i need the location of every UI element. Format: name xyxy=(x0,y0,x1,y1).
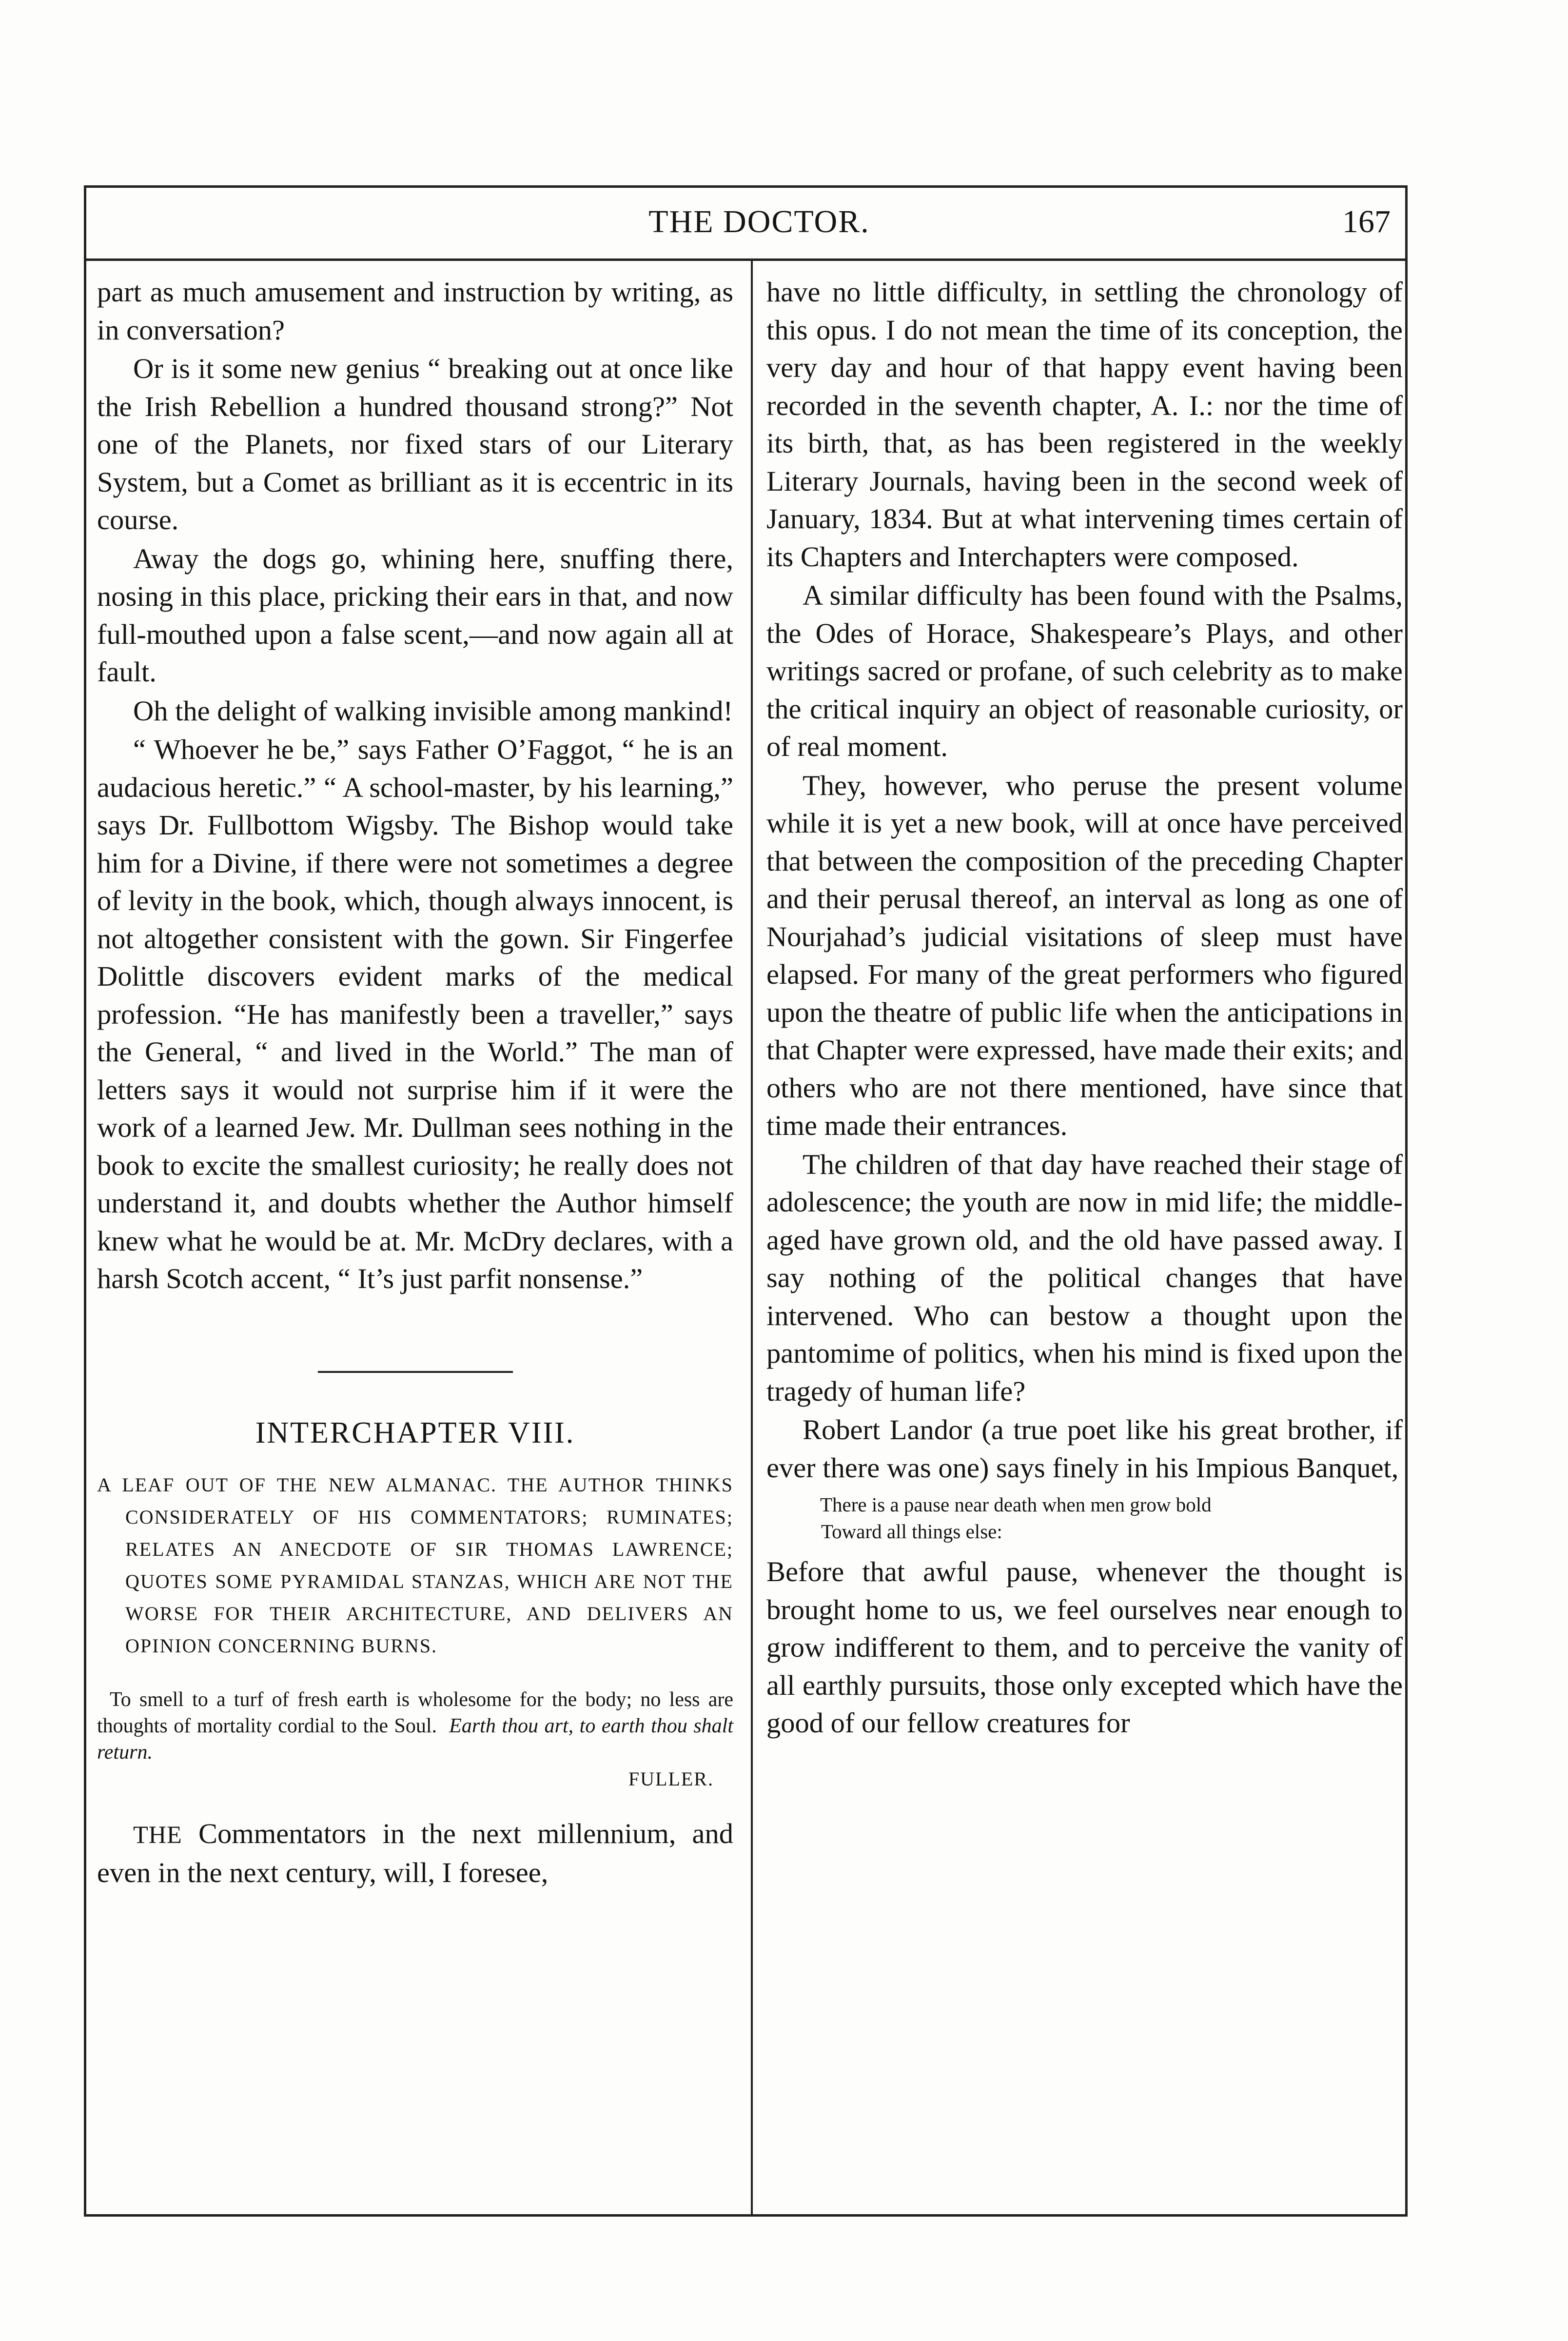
epigraph-attribution: FULLER. xyxy=(628,1767,714,1790)
verse-line: Toward all things else: xyxy=(821,1520,1002,1543)
paragraph: Or is it some new genius “ breaking out at once like the Irish Rebellion a hundred thousand strong?” Not one of the Planets, nor fixed stars of our Literary System, but a Comet as brilliant as it is eccentric in its course. xyxy=(97,353,733,536)
paragraph: part as much amusement and instruction by writing, as in conversation? xyxy=(97,276,733,346)
paragraph: Before that awful pause, whenever the thought is brought home to us, we feel ourselves near enough to grow indifferent to them, and to perceive the vanity of all earthly pursuits, those only excepted which have the good of our fellow creatures for xyxy=(766,1556,1403,1739)
opening-lead: THE xyxy=(133,1821,182,1848)
paragraph: “ Whoever he be,” says Father O’Faggot, “ he is an audacious heretic.” “ A school-master, by his learning,” says Dr. Fullbottom Wigsby. The Bishop would take him for a Divine, if there were not sometimes a degree of levity in the book, which, though always innocent, is not altogether consistent with the gown. Sir Fingerfee Dolittle discovers evident marks of the medical profession. “He has manifestly been a traveller,” says the General, “ and lived in the World.” The man of letters says it would not surprise him if it were the work of a learned Jew. Mr. Dullman sees nothing in the book to excite the smallest curiosity; he really does not understand it, and doubts whether the Author himself knew what he would be at. Mr. McDry declares, with a harsh Scotch accent, “ It’s just parfit nonsense.” xyxy=(97,734,733,1294)
paragraph: Away the dogs go, whining here, snuffing there, nosing in this place, pricking their ears in that, and now full-mouthed upon a false scent,—and now again all at fault. xyxy=(97,542,733,688)
left-column xyxy=(97,273,733,1893)
running-title: THE DOCTOR. xyxy=(648,204,870,239)
page-frame xyxy=(84,185,1408,2217)
paragraph: Robert Landor (a true poet like his great brother, if ever there was one) says finely in his Impious Banquet, xyxy=(766,1414,1403,1484)
verse-line: There is a pause near death when men grow bold xyxy=(820,1493,1212,1516)
verse-quote xyxy=(820,1491,1403,1545)
header-rule xyxy=(86,258,1405,261)
epigraph xyxy=(97,1686,733,1766)
section-divider xyxy=(318,1371,513,1373)
paragraph: have no little difficulty, in settling the chronology of this opus. I do not mean the time of its conception, the very day and hour of that happy event having been recorded in the seventh chapter, A. I.: nor the time of its birth, that, as has been registered in the weekly Literary Journals, having been in the second week of January, 1834. But at what intervening times certain of its Chapters and Interchapters were composed. xyxy=(766,276,1403,573)
opening-paragraph xyxy=(97,1815,733,1892)
opening-rest: Commentators in the next millennium, and even in the next century, will, I foresee, xyxy=(97,1817,733,1888)
epigraph-text: To smell to a turf of fresh earth is wholesome for the body; no less are thoughts of mortality cordial to the Soul. xyxy=(97,1688,733,1737)
chapter-title: INTERCHAPTER VIII. xyxy=(255,1416,575,1449)
epigraph-italic: Earth thou art, to earth thou shalt return. xyxy=(97,1714,734,1764)
right-column xyxy=(766,273,1403,1743)
paragraph: Oh the delight of walking invisible among mankind! xyxy=(133,694,733,727)
column-divider xyxy=(751,258,753,2214)
paragraph: They, however, who peruse the present volume while it is yet a new book, will at once have perceived that between the composition of the preceding Chapter and their perusal thereof, an interval as long as one of Nourjahad’s judicial visitations of sleep must have elapsed. For many of the great performers who figured upon the theatre of public life when the anticipations in that Chapter were expressed, have made their exits; and others who are not there mentioned, have since that time made their entrances. xyxy=(766,769,1403,1141)
paragraph: A similar difficulty has been found with the Psalms, the Odes of Horace, Shakespeare’s Plays, and other writings sacred or profane, of such celebrity as to make the critical inquiry an object of reasonable curiosity, or of real moment. xyxy=(766,579,1403,762)
page-number: 167 xyxy=(1342,204,1391,239)
paragraph: The children of that day have reached their stage of adolescence; the youth are now in mid life; the middle-aged have grown old, and the old have passed away. I say nothing of the political changes that have intervened. Who can bestow a thought upon the pantomime of politics, when his mind is fixed upon the tragedy of human life? xyxy=(766,1148,1403,1407)
chapter-synopsis: A LEAF OUT OF THE NEW ALMANAC. THE AUTHOR THINKS CONSIDERATELY OF HIS COMMENTATORS; RUMINATES; RELATES AN ANECDOTE OF SIR THOMAS LAWRENCE; QUOTES SOME PYRAMIDAL STANZAS, WHICH ARE NOT THE WORSE FOR THEIR ARCHITECTURE, AND DELIVERS AN OPINION CONCERNING BURNS. xyxy=(97,1473,733,1657)
